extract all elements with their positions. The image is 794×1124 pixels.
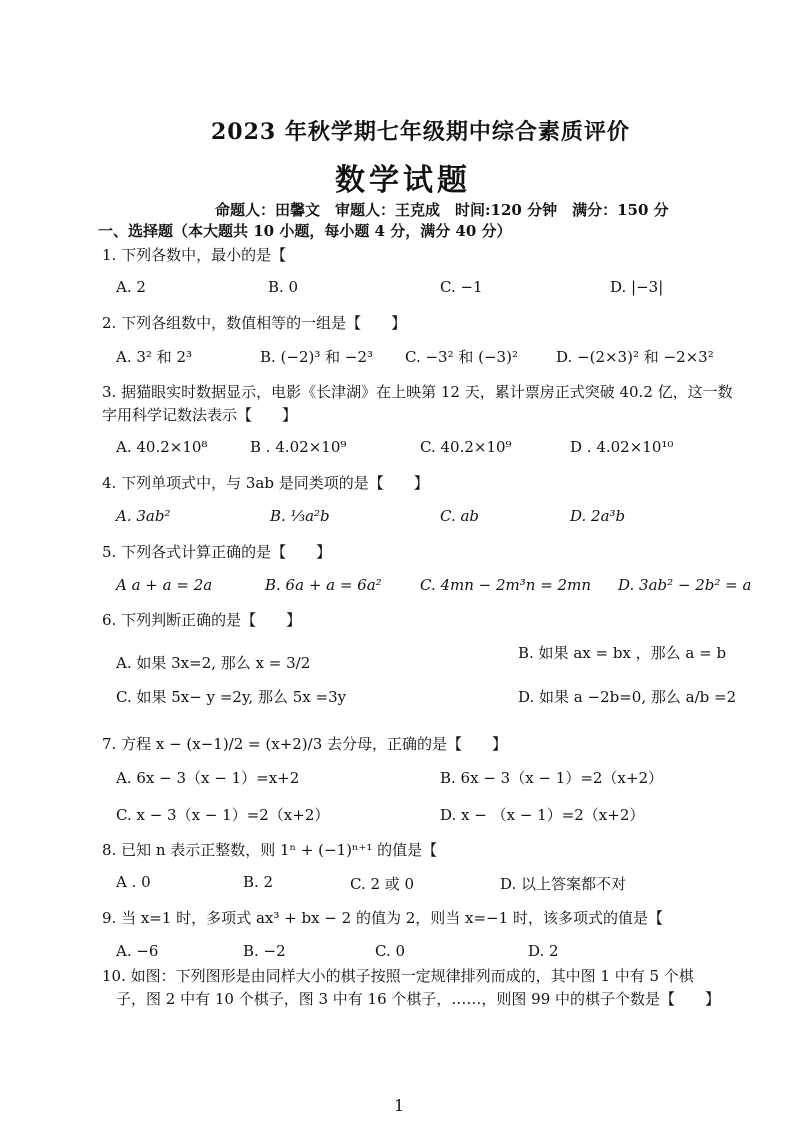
question-6-option-b: B. 如果 ax = bx ，那么 a = b (518, 644, 727, 662)
question-4-option-c: C. ab (440, 507, 480, 525)
question-8-stem: 8. 已知 n 表示正整数，则 1ⁿ + (−1)ⁿ⁺¹ 的值是【 (102, 841, 438, 859)
question-6-option-c: C. 如果 5x− y =2y, 那么 5x =3y (116, 688, 347, 706)
question-8-option-d: D. 以上答案都不对 (500, 875, 627, 893)
question-5-option-c: C. 4mn − 2m³n = 2mn (420, 576, 591, 594)
question-1-stem: 1. 下列各数中，最小的是【 (102, 246, 287, 264)
question-9-option-d: D. 2 (528, 942, 559, 960)
exam-info: 命题人：田馨文 审题人：王克成 时间:120 分钟 满分：150 分 (215, 201, 669, 219)
question-1-option-c: C. −1 (440, 278, 483, 296)
question-1-option-b: B. 0 (268, 278, 299, 296)
question-6-option-a: A. 如果 3x=2, 那么 x = 3/2 (116, 654, 311, 672)
page-number: 1 (394, 1096, 405, 1115)
question-7-option-b: B. 6x − 3（x − 1）=2（x+2） (440, 769, 664, 787)
question-3-option-d: D . 4.02×10¹⁰ (570, 438, 674, 456)
question-8-option-c: C. 2 或 0 (350, 875, 415, 893)
question-4-option-b: B. ⅓a²b (270, 507, 330, 525)
question-7-option-a: A. 6x − 3（x − 1）=x+2 (116, 769, 300, 787)
question-9-option-c: C. 0 (375, 942, 406, 960)
question-9-option-b: B. −2 (243, 942, 286, 960)
question-1-option-a: A. 2 (116, 278, 146, 296)
question-8-option-a: A . 0 (116, 873, 151, 891)
exam-subtitle: 数学试题 (335, 163, 471, 198)
question-5-option-a: A a + a = 2a (116, 576, 213, 594)
question-3-option-b: B . 4.02×10⁹ (250, 438, 347, 456)
question-2-stem: 2. 下列各组数中，数值相等的一组是【 】 (102, 314, 407, 332)
question-3-stem: 3. 据猫眼实时数据显示，电影《长津湖》在上映第 12 天，累计票房正式突破 40.2 亿，这一数 (102, 383, 733, 401)
question-2-option-c: C. −3² 和 (−3)² (405, 348, 518, 366)
question-4-option-d: D. 2a³b (570, 507, 626, 525)
question-5-option-d: D. 3ab² − 2b² = a (618, 576, 752, 594)
question-10-stem-cont: 子，图 2 中有 10 个棋子，图 3 中有 16 个棋子，……，则图 99 中的棋子个数是【 】 (116, 990, 721, 1008)
question-2-option-d: D. −(2×3)² 和 −2×3² (556, 348, 714, 366)
question-3-option-c: C. 40.2×10⁹ (420, 438, 512, 456)
question-9-stem: 9. 当 x=1 时，多项式 ax³ + bx − 2 的值为 2，则当 x=−1 时，该多项式的值是【 (102, 909, 663, 927)
question-4-option-a: A. 3ab² (116, 507, 171, 525)
question-4-stem: 4. 下列单项式中，与 3ab 是同类项的是【 】 (102, 474, 429, 492)
question-6-stem: 6. 下列判断正确的是【 】 (102, 611, 302, 629)
question-5-stem: 5. 下列各式计算正确的是【 】 (102, 543, 332, 561)
question-3-option-a: A. 40.2×10⁸ (116, 438, 208, 456)
question-8-option-b: B. 2 (243, 873, 274, 891)
question-7-option-d: D. x − （x − 1）=2（x+2） (440, 806, 645, 824)
question-6-option-d: D. 如果 a −2b=0, 那么 a/b =2 (518, 688, 737, 706)
question-7-option-c: C. x − 3（x − 1）=2（x+2） (116, 806, 330, 824)
question-2-option-a: A. 3² 和 2³ (116, 348, 193, 366)
question-3-stem-cont: 字用科学记数法表示【 】 (102, 406, 298, 424)
question-2-option-b: B. (−2)³ 和 −2³ (260, 348, 374, 366)
question-5-option-b: B. 6a + a = 6a² (265, 576, 382, 594)
question-1-option-d: D. |−3| (610, 278, 664, 296)
question-7-stem: 7. 方程 x − (x−1)/2 = (x+2)/3 去分母，正确的是【 】 (102, 735, 508, 753)
section-heading: 一、选择题（本大题共 10 小题，每小题 4 分，满分 40 分） (98, 222, 512, 240)
exam-title: 2023 年秋学期七年级期中综合素质评价 (211, 119, 630, 145)
question-9-option-a: A. −6 (116, 942, 159, 960)
question-10-stem: 10. 如图：下列图形是由同样大小的棋子按照一定规律排列而成的，其中图 1 中有 5 个棋 (102, 967, 694, 985)
